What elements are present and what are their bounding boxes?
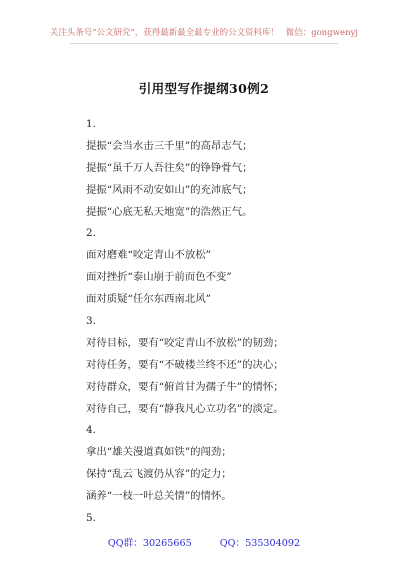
document-title: 引用型写作提纲30例2 (138, 81, 270, 96)
outline-line: 提振“会当水击三千里”的高昂志气； (86, 139, 253, 152)
document-body (86, 114, 346, 530)
section-number: 4. (86, 424, 96, 437)
outline-line: 拿出“雄关漫道真如铁”的闯劲； (86, 446, 232, 459)
header-wechat-text: 微信：gongwenyj (285, 27, 359, 37)
outline-line: 保持“乱云飞渡仍从容”的定力； (86, 468, 232, 481)
outline-line: 对待群众，要有“俯首甘为孺子牛”的情怀； (86, 380, 284, 393)
section-number: 5. (86, 512, 96, 525)
header-promo-note (0, 26, 408, 38)
outline-line: 面对磨难“咬定青山不放松” (86, 249, 211, 262)
outline-line: 提振“心底无私天地宽”的浩然正气。 (86, 205, 253, 218)
section-number: 1. (86, 118, 96, 130)
outline-line: 提振“风雨不动安如山”的充沛底气； (86, 183, 253, 196)
section-number: 3. (86, 315, 96, 328)
outline-line: 面对质疑“任尔东西南北风” (86, 293, 211, 306)
outline-line: 涵养“一枝一叶总关情”的情怀。 (86, 490, 232, 503)
header-divider (70, 43, 338, 44)
outline-line: 提振“虽千万人吾往矣”的铮铮骨气； (86, 161, 253, 174)
footer-qq-group: QQ群：30265665 (107, 538, 192, 549)
footer-contact (0, 535, 408, 549)
outline-line: 对待任务，要有“不破楼兰终不还”的决心； (86, 358, 284, 371)
header-promo-text: 关注头条号“公文研究”，获得最新最全最专业的公文资料库！ (49, 27, 279, 37)
section-number: 2. (86, 227, 96, 240)
footer-qq: QQ：535304092 (219, 538, 301, 549)
outline-line: 面对挫折“泰山崩于前而色不变” (86, 271, 232, 284)
outline-line: 对待自己，要有“静我凡心立功名”的淡定。 (86, 402, 284, 415)
outline-line: 对待目标，要有“咬定青山不放松”的韧劲； (86, 336, 284, 349)
